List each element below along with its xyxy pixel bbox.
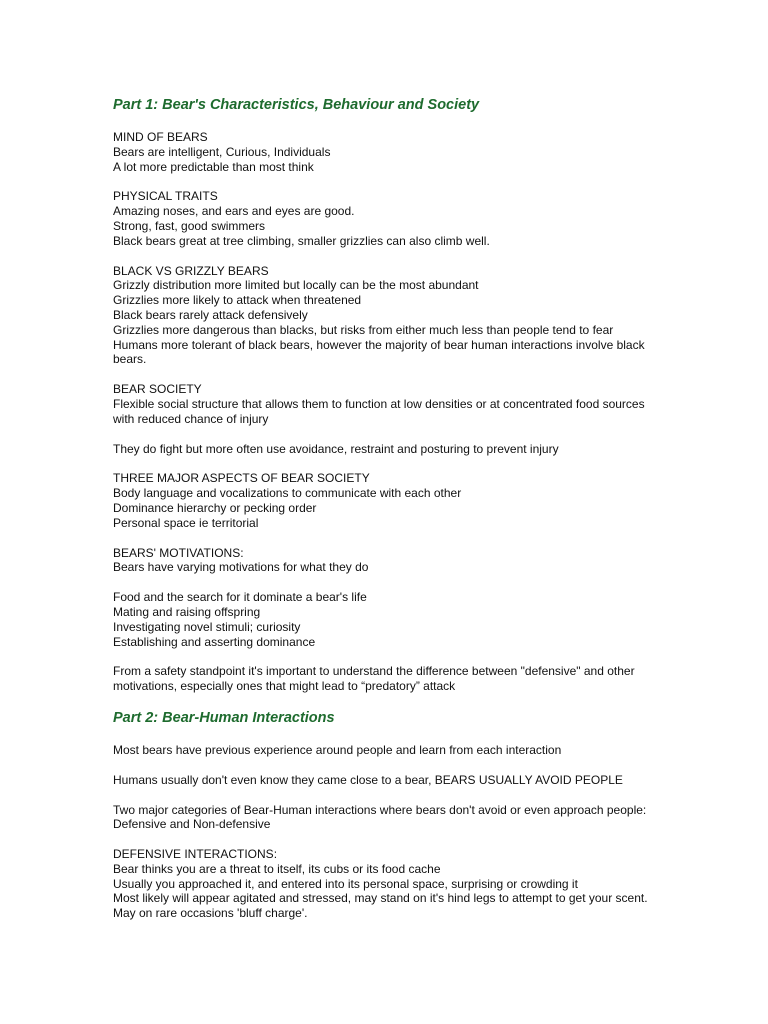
section-heading: BEARS' MOTIVATIONS: <box>113 545 244 560</box>
text-paragraph: Most likely will appear agitated and stressed, may stand on it's hind legs to attempt to get your scent. May on rare occasions 'bluff charge'. <box>113 891 648 921</box>
part1-title: Part 1: Bear's Characteristics, Behaviour and Society <box>113 97 480 113</box>
text-line: Body language and vocalizations to communicate with each other <box>113 486 462 501</box>
part2-title: Part 2: Bear-Human Interactions <box>113 709 335 726</box>
text-line: Grizzlies more dangerous than blacks, but risks from either much less than people tend to fear <box>113 322 614 337</box>
section-heading: BLACK VS GRIZZLY BEARS <box>113 263 269 278</box>
text-line: Most bears have previous experience around people and learn from each interaction <box>113 742 562 757</box>
section-three-major-aspects <box>113 471 653 530</box>
section-black-vs-grizzly <box>113 264 653 368</box>
paragraph-previous-experience <box>113 743 653 758</box>
text-line: They do fight but more often use avoidance, restraint and posturing to prevent injury <box>113 441 559 456</box>
text-line: Mating and raising offspring <box>113 604 261 619</box>
document-body <box>113 96 653 936</box>
text-line: Strong, fast, good swimmers <box>113 218 266 233</box>
section-defensive-interactions <box>113 847 653 921</box>
section-heading: DEFENSIVE INTERACTIONS: <box>113 847 278 862</box>
section-mind-of-bears <box>113 130 653 174</box>
paragraph-two-categories <box>113 803 653 833</box>
section-bear-society <box>113 382 653 426</box>
text-line: Grizzly distribution more limited but locally can be the most abundant <box>113 278 479 293</box>
paragraph-fighting <box>113 442 653 457</box>
text-line: Dominance hierarchy or pecking order <box>113 500 317 515</box>
text-line: Black bears rarely attack defensively <box>113 307 308 322</box>
text-line: Bears are intelligent, Curious, Individuals <box>113 144 331 159</box>
section-physical-traits <box>113 189 653 248</box>
section-heading: BEAR SOCIETY <box>113 382 202 397</box>
section-heading: THREE MAJOR ASPECTS OF BEAR SOCIETY <box>113 471 370 486</box>
text-paragraph: Humans more tolerant of black bears, however the majority of bear human interactions involve black bears. <box>113 337 645 367</box>
text-line: Investigating novel stimuli; curiosity <box>113 619 301 634</box>
text-line: Usually you approached it, and entered into its personal space, surprising or crowding it <box>113 876 578 891</box>
text-paragraph: From a safety standpoint it's important to understand the difference between "defensive" and other motivations, especially ones that might lead to “predatory” attack <box>113 664 635 694</box>
text-line: Black bears great at tree climbing, smaller grizzlies can also climb well. <box>113 233 490 248</box>
text-line: Personal space ie territorial <box>113 515 259 530</box>
text-line: Grizzlies more likely to attack when threatened <box>113 293 362 308</box>
section-bears-motivations <box>113 546 653 576</box>
text-line: Bear thinks you are a threat to itself, its cubs or its food cache <box>113 861 441 876</box>
section-heading: PHYSICAL TRAITS <box>113 189 218 204</box>
text-line: Establishing and asserting dominance <box>113 634 316 649</box>
text-line: Bears have varying motivations for what they do <box>113 560 369 575</box>
text-paragraph: Flexible social structure that allows them to function at low densities or at concentrated food sources with reduced chance of injury <box>113 396 645 426</box>
paragraph-safety-standpoint <box>113 664 653 694</box>
section-heading: MIND OF BEARS <box>113 130 208 144</box>
text-line: Amazing noses, and ears and eyes are good. <box>113 204 355 219</box>
text-line: Humans usually don't even know they came close to a bear, BEARS USUALLY AVOID PEOPLE <box>113 772 623 787</box>
text-paragraph: Two major categories of Bear-Human interactions where bears don't avoid or even approach people: Defensive and Non-defensive <box>113 802 647 832</box>
paragraph-avoid-people <box>113 773 653 788</box>
text-line: A lot more predictable than most think <box>113 159 314 174</box>
list-motivations <box>113 590 653 649</box>
text-line: Food and the search for it dominate a bear's life <box>113 590 367 605</box>
